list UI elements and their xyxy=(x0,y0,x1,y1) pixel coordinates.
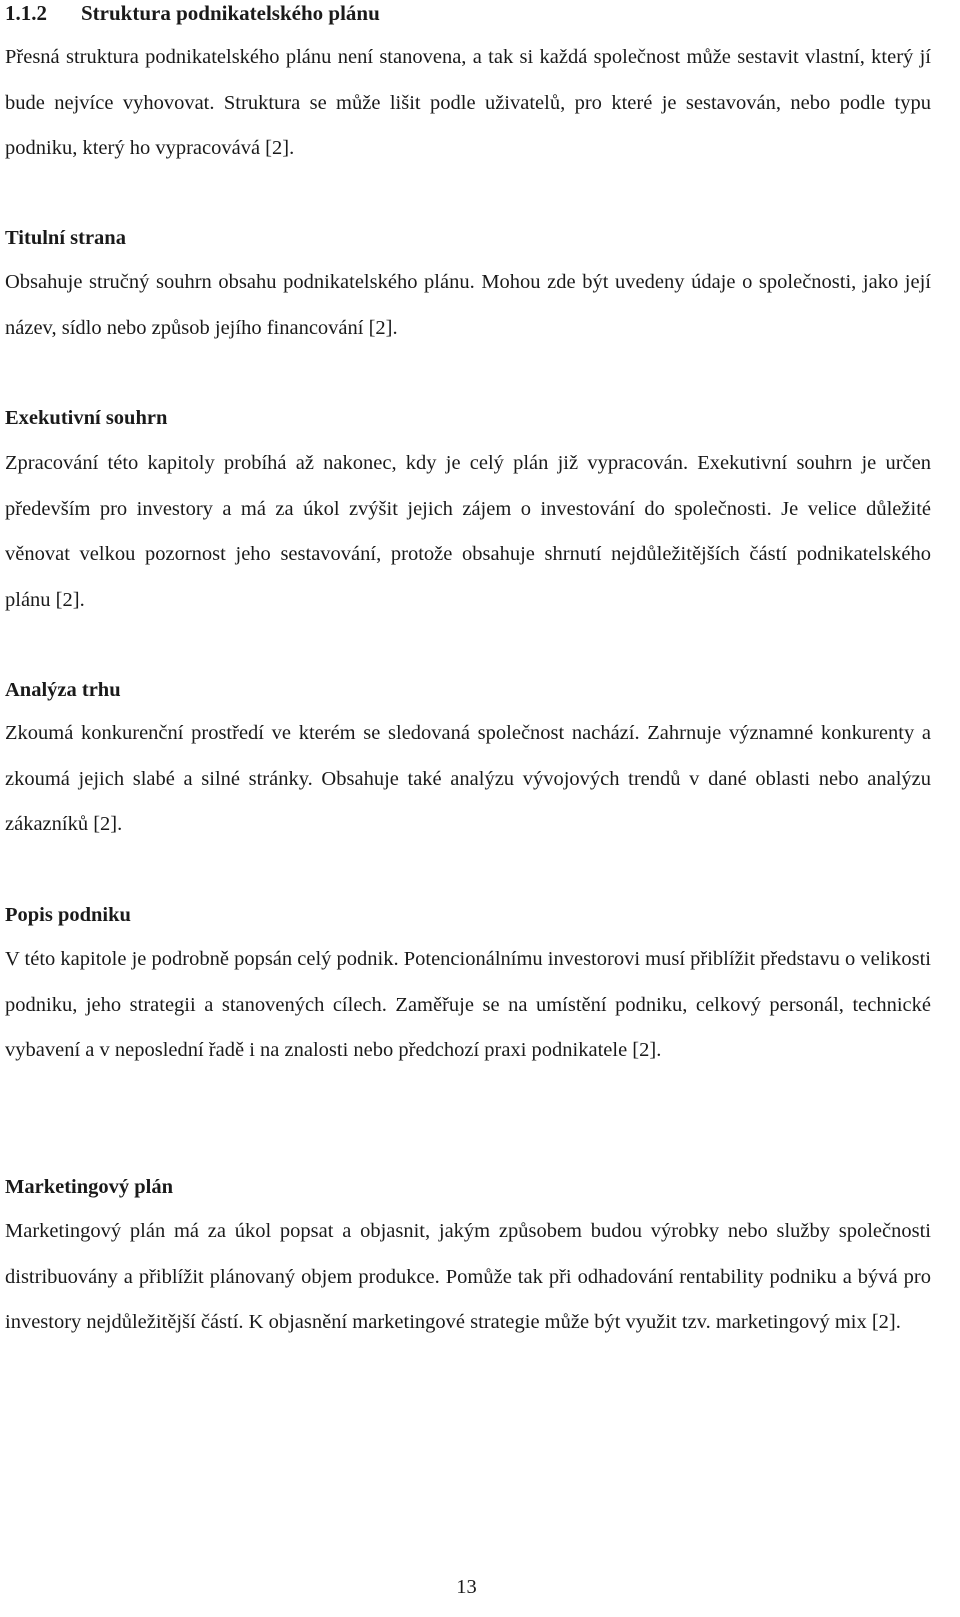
paragraph-marketingovy-plan: Marketingový plán má za úkol popsat a objasnit, jakým způsobem budou výrobky nebo služby společnosti distribuovány a přiblížit plánovaný objem produkce. Pomůže tak při odhadování rentability podniku a bývá pro investory nejdůležitější částí. K objasnění marketingové strategie může být využit tzv. marketingový mix [2]. xyxy=(5,1220,931,1333)
subheading-popis-podniku: Popis podniku xyxy=(5,904,131,926)
subheading-marketingovy-plan: Marketingový plán xyxy=(5,1176,173,1198)
paragraph-analyza-trhu: Zkoumá konkurenční prostředí ve kterém se sledovaná společnost nachází. Zahrnuje významné konkurenty a zkoumá jejich slabé a silné stránky. Obsahuje také analýzu vývojových trendů v dané oblasti nebo analýzu zákazníků [2]. xyxy=(5,722,931,835)
subheading-analyza-trhu: Analýza trhu xyxy=(5,679,121,701)
paragraph-titulni-strana: Obsahuje stručný souhrn obsahu podnikatelského plánu. Mohou zde být uvedeny údaje o společnosti, jako její název, sídlo nebo způsob jejího financování [2]. xyxy=(5,271,931,339)
section-number: 1.1.2 xyxy=(5,1,47,25)
section-title: Struktura podnikatelského plánu xyxy=(81,1,380,25)
intro-paragraph: Přesná struktura podnikatelského plánu není stanovena, a tak si každá společnost může sestavit vlastní, který jí bude nejvíce vyhovovat. Struktura se může lišit podle uživatelů, pro které je sestavován, nebo podle typu podniku, který ho vypracovává [2]. xyxy=(5,46,931,159)
subheading-titulni-strana: Titulní strana xyxy=(5,227,126,249)
subheading-exekutivni-souhrn: Exekutivní souhrn xyxy=(5,407,168,429)
section-heading xyxy=(5,0,380,27)
paragraph-popis-podniku: V této kapitole je podrobně popsán celý podnik. Potencionálnímu investorovi musí přiblížit představu o velikosti podniku, jeho strategii a stanovených cílech. Zaměřuje se na umístění podniku, celkový personál, technické vybavení a v neposlední řadě i na znalosti nebo předchozí praxi podnikatele [2]. xyxy=(5,948,931,1061)
page-number: 13 xyxy=(456,1576,477,1598)
paragraph-exekutivni-souhrn: Zpracování této kapitoly probíhá až nakonec, kdy je celý plán již vypracován. Exekutivní souhrn je určen především pro investory a má za úkol zvýšit jejich zájem o investování do společnosti. Je velice důležité věnovat velkou pozornost jeho sestavování, protože obsahuje shrnutí nejdůležitějších částí podnikatelského plánu [2]. xyxy=(5,452,931,611)
